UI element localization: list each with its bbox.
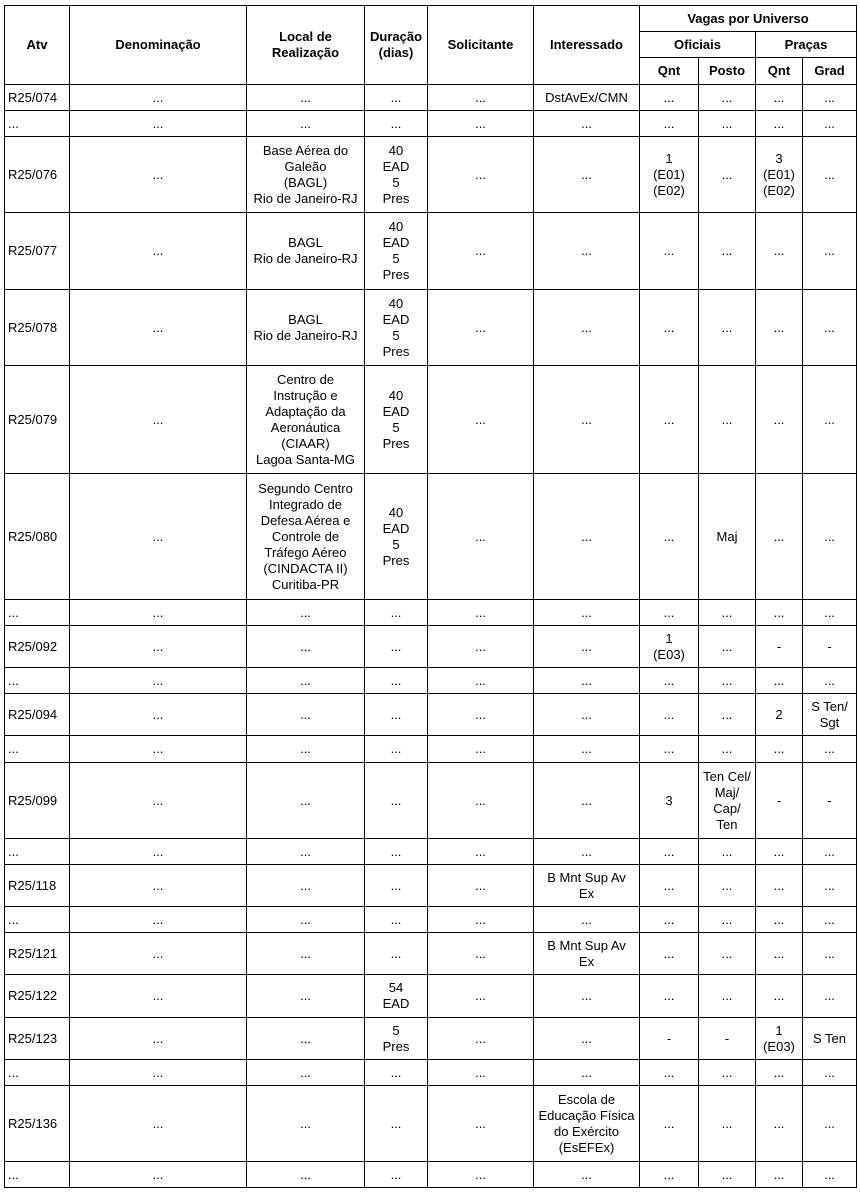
cell-local-realizacao: ... [247,1018,365,1060]
cell-pracas-qnt: ... [756,975,803,1018]
cell-atv: R25/123 [5,1018,70,1060]
cell-duracao: 40 EAD 5 Pres [365,474,428,600]
cell-denominacao: ... [70,626,247,668]
cell-oficiais-qnt: ... [640,975,699,1018]
table-body [5,85,857,1188]
cell-pracas-qnt: ... [756,1162,803,1188]
cell-oficiais-qnt: ... [640,213,699,290]
table-row [5,137,857,213]
table-row [5,366,857,474]
cell-pracas-qnt: 1 (E03) [756,1018,803,1060]
cell-local-realizacao: ... [247,626,365,668]
cell-pracas-qnt: ... [756,668,803,694]
cell-solicitante: ... [428,600,534,626]
cell-pracas-grad: - [803,626,857,668]
cell-pracas-qnt: ... [756,1060,803,1086]
cell-oficiais-posto: ... [699,1086,756,1162]
cell-duracao: ... [365,907,428,933]
cell-atv: R25/074 [5,85,70,111]
cell-interessado: ... [534,600,640,626]
cell-denominacao: ... [70,865,247,907]
cell-oficiais-posto: ... [699,626,756,668]
table-row [5,839,857,865]
cell-oficiais-posto: Ten Cel/ Maj/ Cap/ Ten [699,763,756,839]
cell-oficiais-posto: ... [699,907,756,933]
cell-denominacao: ... [70,975,247,1018]
cell-duracao: ... [365,668,428,694]
cell-pracas-qnt: ... [756,1086,803,1162]
cell-oficiais-posto: ... [699,736,756,763]
cell-oficiais-qnt: - [640,1018,699,1060]
cell-solicitante: ... [428,933,534,975]
cell-oficiais-posto: ... [699,1060,756,1086]
table-row [5,694,857,736]
cell-duracao: ... [365,600,428,626]
cell-atv: ... [5,839,70,865]
cell-duracao: ... [365,1162,428,1188]
cell-atv: ... [5,1162,70,1188]
table-row [5,290,857,366]
cell-oficiais-qnt: ... [640,668,699,694]
cell-solicitante: ... [428,736,534,763]
cell-atv: ... [5,111,70,137]
header-pracas-grad: Grad [803,58,857,85]
header-interessado: Interessado [534,6,640,85]
cell-atv: R25/077 [5,213,70,290]
table-row [5,907,857,933]
cell-local-realizacao: ... [247,85,365,111]
cell-interessado: ... [534,763,640,839]
cell-atv: R25/079 [5,366,70,474]
cell-pracas-grad: ... [803,474,857,600]
table-row [5,1060,857,1086]
cell-denominacao: ... [70,907,247,933]
header-vagas-por-universo: Vagas por Universo [640,6,857,32]
cell-pracas-grad: ... [803,1060,857,1086]
header-atv: Atv [5,6,70,85]
cell-atv: ... [5,907,70,933]
header-oficiais: Oficiais [640,32,756,58]
cell-duracao: 40 EAD 5 Pres [365,213,428,290]
cell-duracao: ... [365,626,428,668]
cell-interessado: ... [534,839,640,865]
cell-denominacao: ... [70,736,247,763]
cell-solicitante: ... [428,366,534,474]
cell-atv: ... [5,668,70,694]
cell-solicitante: ... [428,85,534,111]
cell-denominacao: ... [70,600,247,626]
cell-denominacao: ... [70,213,247,290]
cell-interessado: ... [534,907,640,933]
cell-denominacao: ... [70,290,247,366]
cell-interessado: ... [534,694,640,736]
cell-denominacao: ... [70,933,247,975]
table-row [5,933,857,975]
cell-oficiais-posto: ... [699,668,756,694]
cell-pracas-grad: ... [803,933,857,975]
cell-oficiais-qnt: ... [640,907,699,933]
cell-denominacao: ... [70,137,247,213]
cell-pracas-grad: ... [803,668,857,694]
cell-atv: R25/094 [5,694,70,736]
cell-denominacao: ... [70,366,247,474]
table-row [5,975,857,1018]
cell-solicitante: ... [428,975,534,1018]
cell-oficiais-posto: ... [699,137,756,213]
cell-atv: R25/118 [5,865,70,907]
cell-pracas-qnt: ... [756,213,803,290]
cell-oficiais-qnt: ... [640,111,699,137]
cell-local-realizacao: ... [247,763,365,839]
header-pracas: Praças [756,32,857,58]
header-duracao: Duração (dias) [365,6,428,85]
cell-duracao: ... [365,933,428,975]
table-row [5,1086,857,1162]
cell-atv: R25/080 [5,474,70,600]
cell-local-realizacao: ... [247,933,365,975]
cell-solicitante: ... [428,668,534,694]
cell-oficiais-qnt: ... [640,694,699,736]
cell-oficiais-qnt: 1 (E01) (E02) [640,137,699,213]
cell-pracas-grad: ... [803,600,857,626]
cell-pracas-grad: ... [803,137,857,213]
cell-atv: ... [5,1060,70,1086]
cell-solicitante: ... [428,1018,534,1060]
cell-solicitante: ... [428,1060,534,1086]
cell-oficiais-posto: ... [699,85,756,111]
cell-denominacao: ... [70,111,247,137]
cell-solicitante: ... [428,111,534,137]
cell-pracas-qnt: 2 [756,694,803,736]
cell-pracas-grad: - [803,763,857,839]
cell-interessado: ... [534,366,640,474]
cell-interessado: ... [534,111,640,137]
cell-pracas-grad: ... [803,85,857,111]
cell-pracas-grad: ... [803,1162,857,1188]
cell-oficiais-qnt: ... [640,85,699,111]
activities-table [4,5,857,1188]
cell-local-realizacao: ... [247,1086,365,1162]
cell-oficiais-posto: ... [699,290,756,366]
cell-pracas-qnt: - [756,626,803,668]
cell-solicitante: ... [428,839,534,865]
cell-interessado: ... [534,1060,640,1086]
cell-duracao: ... [365,839,428,865]
cell-interessado: ... [534,474,640,600]
cell-oficiais-qnt: ... [640,736,699,763]
table-row [5,736,857,763]
cell-oficiais-posto: ... [699,694,756,736]
cell-pracas-grad: S Ten/ Sgt [803,694,857,736]
cell-pracas-qnt: 3 (E01) (E02) [756,137,803,213]
cell-solicitante: ... [428,907,534,933]
cell-pracas-grad: ... [803,111,857,137]
cell-oficiais-posto: ... [699,1162,756,1188]
cell-pracas-grad: S Ten [803,1018,857,1060]
cell-duracao: 5 Pres [365,1018,428,1060]
cell-pracas-qnt: ... [756,290,803,366]
cell-oficiais-posto: - [699,1018,756,1060]
cell-solicitante: ... [428,763,534,839]
cell-denominacao: ... [70,1162,247,1188]
cell-oficiais-posto: ... [699,933,756,975]
cell-local-realizacao: ... [247,668,365,694]
cell-pracas-qnt: ... [756,907,803,933]
cell-interessado: B Mnt Sup Av Ex [534,933,640,975]
cell-local-realizacao: ... [247,600,365,626]
cell-interessado: ... [534,736,640,763]
cell-duracao: ... [365,694,428,736]
cell-pracas-qnt: - [756,763,803,839]
cell-atv: R25/076 [5,137,70,213]
cell-pracas-qnt: ... [756,600,803,626]
cell-interessado: ... [534,290,640,366]
cell-local-realizacao: Segundo Centro Integrado de Defesa Aérea e Controle de Tráfego Aéreo (CINDACTA II) Curitiba-PR [247,474,365,600]
cell-local-realizacao: BAGL Rio de Janeiro-RJ [247,290,365,366]
cell-duracao: ... [365,1060,428,1086]
cell-duracao: 40 EAD 5 Pres [365,137,428,213]
cell-local-realizacao: ... [247,1162,365,1188]
cell-interessado: ... [534,213,640,290]
cell-interessado: B Mnt Sup Av Ex [534,865,640,907]
cell-pracas-grad: ... [803,975,857,1018]
cell-local-realizacao: ... [247,111,365,137]
cell-pracas-qnt: ... [756,736,803,763]
table-row [5,85,857,111]
cell-atv: ... [5,736,70,763]
cell-duracao: 40 EAD 5 Pres [365,290,428,366]
cell-denominacao: ... [70,1086,247,1162]
cell-pracas-qnt: ... [756,366,803,474]
cell-pracas-grad: ... [803,1086,857,1162]
cell-oficiais-qnt: 3 [640,763,699,839]
cell-local-realizacao: Centro de Instrução e Adaptação da Aeronáutica (CIAAR) Lagoa Santa-MG [247,366,365,474]
table-row [5,626,857,668]
cell-denominacao: ... [70,694,247,736]
cell-solicitante: ... [428,1086,534,1162]
cell-interessado: Escola de Educação Física do Exército (EsEFEx) [534,1086,640,1162]
cell-local-realizacao: ... [247,907,365,933]
cell-pracas-qnt: ... [756,474,803,600]
cell-pracas-qnt: ... [756,933,803,975]
header-local-realizacao: Local de Realização [247,6,365,85]
cell-atv: R25/078 [5,290,70,366]
cell-local-realizacao: ... [247,865,365,907]
cell-atv: R25/122 [5,975,70,1018]
cell-local-realizacao: ... [247,1060,365,1086]
cell-oficiais-qnt: 1 (E03) [640,626,699,668]
cell-solicitante: ... [428,213,534,290]
cell-pracas-qnt: ... [756,865,803,907]
cell-oficiais-qnt: ... [640,1086,699,1162]
cell-oficiais-qnt: ... [640,474,699,600]
cell-interessado: ... [534,975,640,1018]
cell-interessado: DstAvEx/CMN [534,85,640,111]
cell-duracao: ... [365,1086,428,1162]
cell-oficiais-qnt: ... [640,1162,699,1188]
cell-oficiais-posto: ... [699,865,756,907]
table-row [5,668,857,694]
cell-pracas-grad: ... [803,213,857,290]
cell-pracas-grad: ... [803,907,857,933]
cell-oficiais-posto: ... [699,366,756,474]
cell-oficiais-qnt: ... [640,839,699,865]
cell-pracas-grad: ... [803,366,857,474]
cell-pracas-grad: ... [803,839,857,865]
cell-pracas-qnt: ... [756,839,803,865]
cell-duracao: ... [365,865,428,907]
cell-duracao: ... [365,763,428,839]
cell-duracao: ... [365,736,428,763]
cell-denominacao: ... [70,474,247,600]
cell-duracao: ... [365,85,428,111]
table-row [5,600,857,626]
cell-solicitante: ... [428,290,534,366]
table-row [5,1018,857,1060]
cell-atv: R25/099 [5,763,70,839]
cell-solicitante: ... [428,137,534,213]
cell-oficiais-qnt: ... [640,1060,699,1086]
cell-oficiais-qnt: ... [640,865,699,907]
cell-denominacao: ... [70,763,247,839]
cell-pracas-grad: ... [803,290,857,366]
header-oficiais-qnt: Qnt [640,58,699,85]
cell-oficiais-qnt: ... [640,290,699,366]
cell-solicitante: ... [428,865,534,907]
table-row [5,865,857,907]
table-row [5,763,857,839]
cell-pracas-grad: ... [803,736,857,763]
cell-denominacao: ... [70,668,247,694]
cell-duracao: 40 EAD 5 Pres [365,366,428,474]
header-denominacao: Denominação [70,6,247,85]
cell-oficiais-posto: ... [699,213,756,290]
cell-oficiais-posto: ... [699,111,756,137]
cell-oficiais-posto: ... [699,839,756,865]
cell-oficiais-posto: Maj [699,474,756,600]
cell-local-realizacao: ... [247,694,365,736]
cell-local-realizacao: BAGL Rio de Janeiro-RJ [247,213,365,290]
cell-atv: R25/136 [5,1086,70,1162]
table-row [5,474,857,600]
cell-solicitante: ... [428,474,534,600]
cell-pracas-qnt: ... [756,111,803,137]
cell-denominacao: ... [70,85,247,111]
cell-local-realizacao: ... [247,839,365,865]
table-row [5,213,857,290]
cell-atv: ... [5,600,70,626]
cell-pracas-grad: ... [803,865,857,907]
header-solicitante: Solicitante [428,6,534,85]
cell-solicitante: ... [428,694,534,736]
cell-local-realizacao: Base Aérea do Galeão (BAGL) Rio de Janeiro-RJ [247,137,365,213]
cell-interessado: ... [534,626,640,668]
header-pracas-qnt: Qnt [756,58,803,85]
cell-atv: R25/121 [5,933,70,975]
cell-oficiais-posto: ... [699,600,756,626]
cell-denominacao: ... [70,1018,247,1060]
cell-oficiais-qnt: ... [640,366,699,474]
cell-local-realizacao: ... [247,736,365,763]
cell-solicitante: ... [428,1162,534,1188]
cell-oficiais-qnt: ... [640,933,699,975]
cell-interessado: ... [534,1162,640,1188]
cell-atv: R25/092 [5,626,70,668]
cell-local-realizacao: ... [247,975,365,1018]
header-oficiais-posto: Posto [699,58,756,85]
table-row [5,111,857,137]
cell-denominacao: ... [70,1060,247,1086]
cell-solicitante: ... [428,626,534,668]
cell-interessado: ... [534,1018,640,1060]
cell-interessado: ... [534,137,640,213]
cell-duracao: 54 EAD [365,975,428,1018]
table-row [5,1162,857,1188]
cell-oficiais-qnt: ... [640,600,699,626]
cell-interessado: ... [534,668,640,694]
cell-oficiais-posto: ... [699,975,756,1018]
cell-duracao: ... [365,111,428,137]
cell-denominacao: ... [70,839,247,865]
cell-pracas-qnt: ... [756,85,803,111]
